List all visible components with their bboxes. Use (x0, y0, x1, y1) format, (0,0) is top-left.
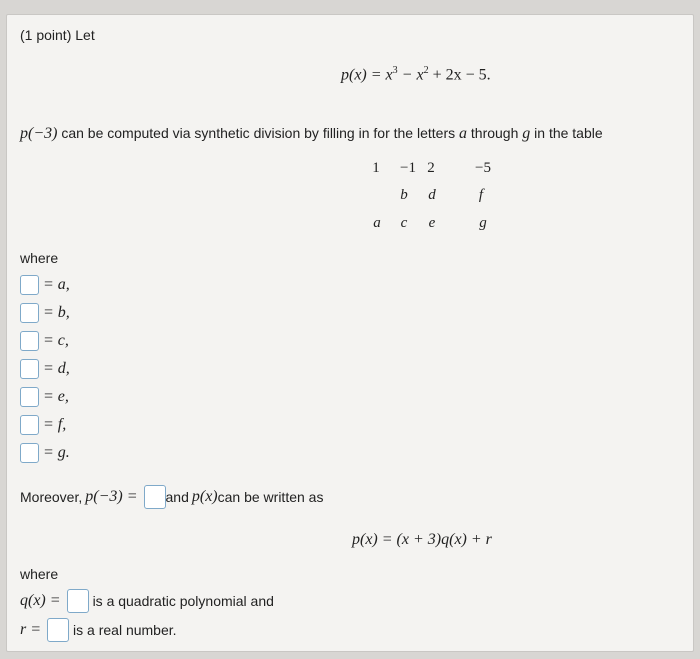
problem-header: (1 point) Let (20, 27, 95, 43)
polynomial-equation: $p(x) = x^3 - x^2 + 2x - 5$. (341, 65, 491, 84)
intro-text: p(−3) can be computed via synthetic division by filling in for the letters a through g in the table (20, 125, 603, 142)
problem-card (6, 14, 694, 652)
table-cell: a (373, 215, 381, 231)
answer-row-f: = f, (20, 413, 66, 437)
r-input[interactable] (47, 618, 69, 642)
r-line: r = is a real number. (20, 618, 177, 642)
factorized-equation: p(x) = (x + 3)q(x) + r (352, 531, 492, 548)
table-cell: −5 (475, 160, 491, 176)
answer-input-f[interactable] (20, 415, 39, 435)
answer-row-b: = b, (20, 301, 70, 325)
q-input[interactable] (67, 589, 89, 613)
answer-row-e: = e, (20, 385, 69, 409)
answer-row-d: = d, (20, 357, 70, 381)
answer-row-g: = g. (20, 441, 70, 465)
answer-input-c[interactable] (20, 331, 39, 351)
table-cell: 1 (372, 160, 380, 176)
moreover-line: Moreover, p(−3) = and p(x) can be written as (20, 485, 323, 509)
table-cell: e (428, 215, 436, 231)
answer-input-a[interactable] (20, 275, 39, 295)
table-cell: −1 (400, 160, 416, 176)
table-cell: 2 (427, 160, 435, 176)
answer-input-g[interactable] (20, 443, 39, 463)
where-label-2: where (20, 566, 59, 582)
table-cell: d (428, 187, 436, 203)
q-line: q(x) = is a quadratic polynomial and (20, 589, 274, 613)
answer-input-d[interactable] (20, 359, 39, 379)
table-cell: g (479, 215, 487, 231)
table-cell: f (478, 187, 484, 203)
table-cell: b (400, 187, 408, 203)
where-label: where (20, 250, 59, 266)
table-cell: c (400, 215, 408, 231)
answer-input-b[interactable] (20, 303, 39, 323)
answer-input-e[interactable] (20, 387, 39, 407)
answer-row-a: = a, (20, 273, 70, 297)
p-value-input[interactable] (144, 485, 166, 509)
answer-row-c: = c, (20, 329, 69, 353)
